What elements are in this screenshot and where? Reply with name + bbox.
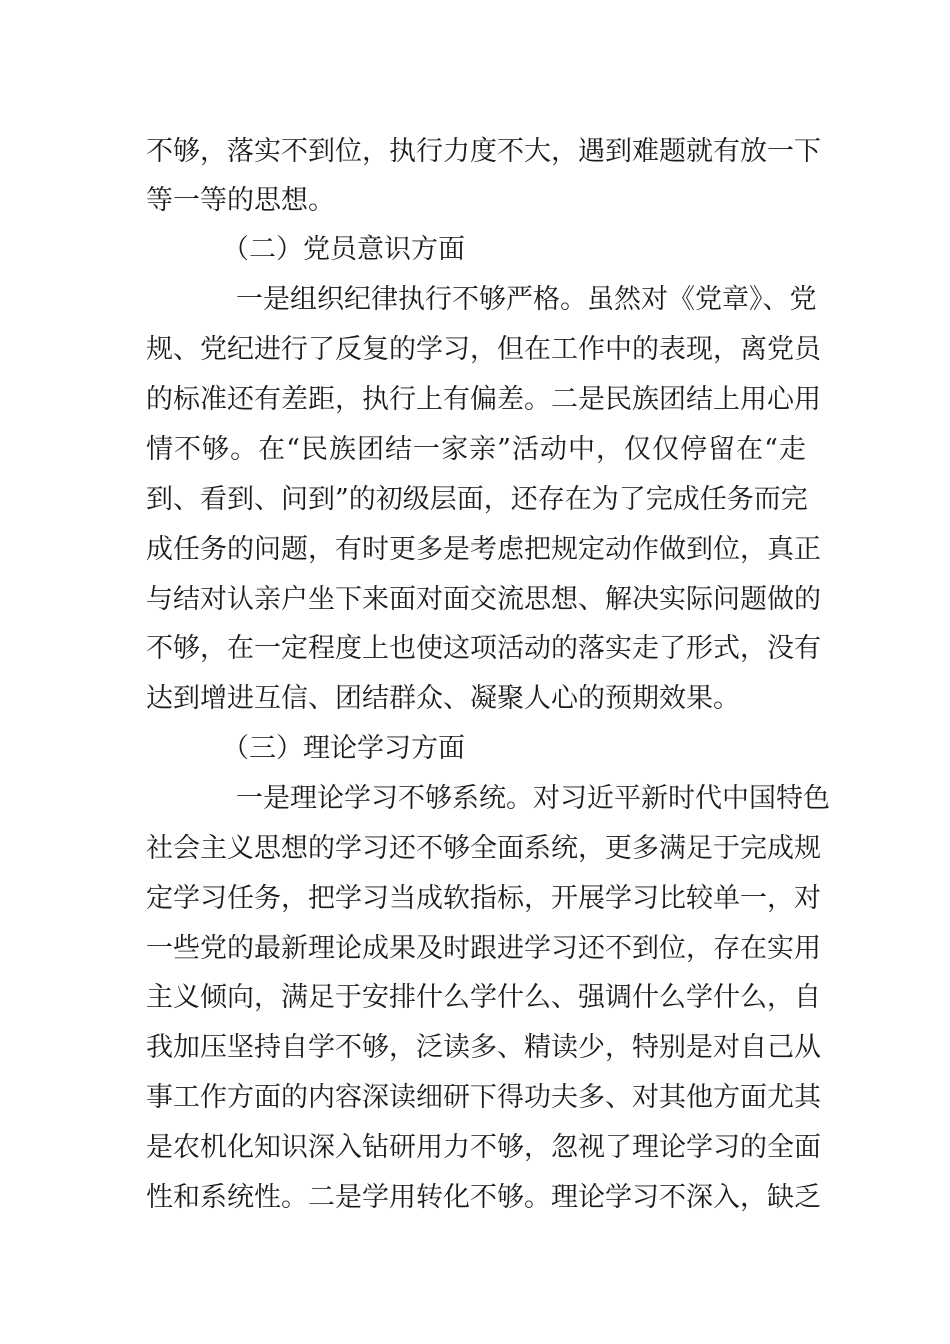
paragraph-line xyxy=(0,824,950,874)
section-heading-text: （三）理论学习方面 xyxy=(222,733,465,764)
paragraph-line xyxy=(0,575,950,625)
line-text: 性和系统性。二是学用转化不够。理论学习不深入，缺乏 xyxy=(146,1182,821,1213)
paragraph-line xyxy=(0,475,950,525)
line-text: 是农机化知识深入钻研用力不够，忽视了理论学习的全面 xyxy=(146,1132,821,1163)
line-text: 成任务的问题，有时更多是考虑把规定动作做到位，真正 xyxy=(146,534,821,565)
paragraph-line xyxy=(0,1123,950,1173)
paragraph-line xyxy=(0,176,950,226)
paragraph-line xyxy=(0,275,950,325)
paragraph-line xyxy=(0,375,950,425)
paragraph-line xyxy=(0,325,950,375)
paragraph-line xyxy=(0,425,950,475)
line-text: 等一等的思想。 xyxy=(146,185,335,216)
line-text: 的标准还有差距，执行上有偏差。二是民族团结上用心用 xyxy=(146,384,821,415)
paragraph-line xyxy=(0,674,950,724)
line-text: 达到增进互信、团结群众、凝聚人心的预期效果。 xyxy=(146,683,740,714)
line-text: 规、党纪进行了反复的学习，但在工作中的表现，离党员 xyxy=(146,334,821,365)
line-text: 事工作方面的内容深读细研下得功夫多、对其他方面尤其 xyxy=(146,1082,821,1113)
paragraph-line xyxy=(0,1023,950,1073)
section-heading xyxy=(0,724,950,774)
line-text: 与结对认亲户坐下来面对面交流思想、解决实际问题做的 xyxy=(146,584,821,615)
line-text: 一是理论学习不够系统。对习近平新时代中国特色 xyxy=(236,783,830,814)
section-heading-text: （二）党员意识方面 xyxy=(222,234,465,265)
line-text: 情不够。在“民族团结一家亲”活动中，仅仅停留在“走 xyxy=(146,434,806,465)
line-text: 不够，在一定程度上也使这项活动的落实走了形式，没有 xyxy=(146,633,821,664)
line-text: 主义倾向，满足于安排什么学什么、强调什么学什么，自 xyxy=(146,982,821,1013)
paragraph-line xyxy=(0,525,950,575)
paragraph-line xyxy=(0,127,950,177)
section-heading xyxy=(0,225,950,275)
paragraph-line xyxy=(0,1073,950,1123)
line-text: 一些党的最新理论成果及时跟进学习还不到位，存在实用 xyxy=(146,933,821,964)
paragraph-line xyxy=(0,874,950,924)
line-text: 定学习任务，把学习当成软指标，开展学习比较单一，对 xyxy=(146,883,821,914)
line-text: 不够，落实不到位，执行力度不大，遇到难题就有放一下 xyxy=(146,136,821,167)
paragraph-line xyxy=(0,624,950,674)
line-text: 社会主义思想的学习还不够全面系统，更多满足于完成规 xyxy=(146,833,821,864)
line-text: 我加压坚持自学不够，泛读多、精读少，特别是对自己从 xyxy=(146,1032,821,1063)
paragraph-line xyxy=(0,774,950,824)
line-text: 一是组织纪律执行不够严格。虽然对《党章》、党 xyxy=(236,284,817,315)
paragraph-line xyxy=(0,973,950,1023)
paragraph-line xyxy=(0,1173,950,1223)
line-text: 到、看到、问到”的初级层面，还存在为了完成任务而完 xyxy=(146,484,808,515)
paragraph-line xyxy=(0,924,950,974)
